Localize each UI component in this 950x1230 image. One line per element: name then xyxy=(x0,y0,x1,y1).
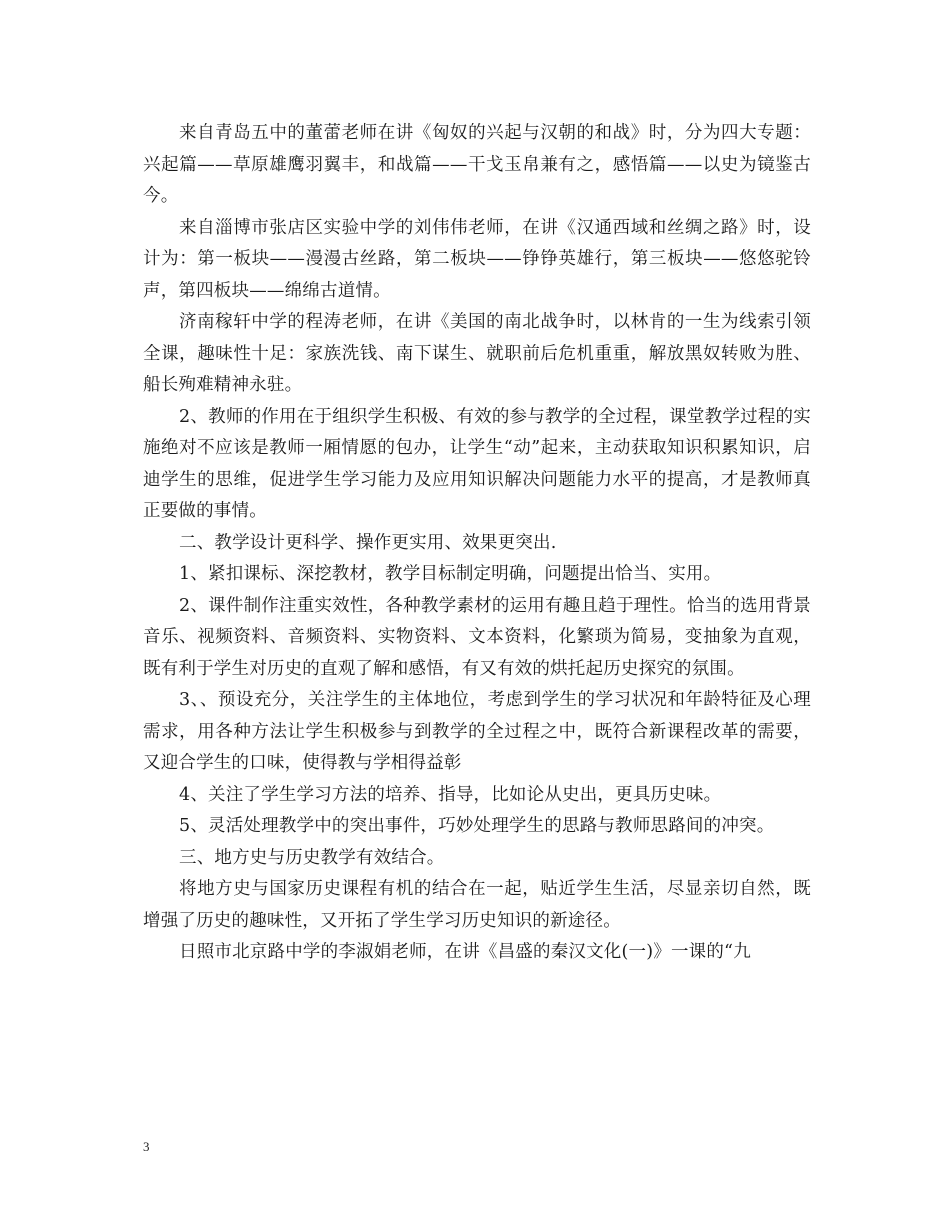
paragraph-dong-lei: 来自青岛五中的董蕾老师在讲《匈奴的兴起与汉朝的和战》时，分为四大专题：兴起篇——草原雄鹰羽翼丰，和战篇——干戈玉帛兼有之，感悟篇——以史为镜鉴古今。 xyxy=(143,123,811,206)
paragraph-local-history: 将地方史与国家历史课程有机的结合在一起，贴近学生生活，尽显亲切自然，既增强了历史的趣味性，又开拓了学生学习历史知识的新途径。 xyxy=(143,879,811,931)
paragraph-li-shujuan: 日照市北京路中学的李淑娟老师，在讲《昌盛的秦汉文化(一)》一课的“九 xyxy=(179,942,751,962)
list-item-5: 5、灵活处理教学中的突出事件，巧妙处理学生的思路与教师思路间的冲突。 xyxy=(179,816,775,836)
list-item-1: 1、紧扣课标、深挖教材，教学目标制定明确，问题提出恰当、实用。 xyxy=(179,564,722,584)
list-item-2: 2、课件制作注重实效性，各种教学素材的运用有趣且趋于理性。恰当的选用背景音乐、视频资料、音频资料、实物资料、文本资料，化繁琐为简易，变抽象为直观，既有利于学生对历史的直观了解和感悟，有又有效的烘托起历史探究的氛围。 xyxy=(143,595,811,679)
paragraph-cheng-tao: 济南稼轩中学的程涛老师，在讲《美国的南北战争时，以林肯的一生为线索引领全课，趣味性十足：家族洗钱、南下谋生、就职前后危机重重，解放黑奴转败为胜、船长殉难精神永驻。 xyxy=(143,312,811,395)
page-number: 3 xyxy=(143,1139,150,1154)
document-body xyxy=(143,118,811,969)
section-heading-3: 三、地方史与历史教学有效结合。 xyxy=(179,847,445,868)
list-item-3: 3、、预设充分，关注学生的主体地位，考虑到学生的学习状况和年龄特征及心理需求，用各种方法让学生积极参与到教学的全过程之中，既符合新课程改革的需要，又迎合学生的口味，使得教与学相得益彰 xyxy=(143,690,811,773)
paragraph-teacher-role: 2、教师的作用在于组织学生积极、有效的参与教学的全过程，课堂教学过程的实施绝对不应该是教师一厢情愿的包办，让学生“动”起来，主动获取知识积累知识，启迪学生的思维，促进学生学习能力及应用知识解决问题能力水平的提高，才是教师真正要做的事情。 xyxy=(143,406,811,521)
list-item-4: 4、关注了学生学习方法的培养、指导，比如论从史出，更具历史味。 xyxy=(179,784,722,805)
paragraph-liu-weiwei: 来自淄博市张店区实验中学的刘伟伟老师，在讲《汉通西域和丝绸之路》时，设计为：第一板块——漫漫古丝路，第二板块——铮铮英雄行，第三板块——悠悠驼铃声，第四板块——绵绵古道情。 xyxy=(143,217,811,301)
section-heading-2: 二、教学设计更科学、操作更实用、效果更突出. xyxy=(179,532,557,553)
